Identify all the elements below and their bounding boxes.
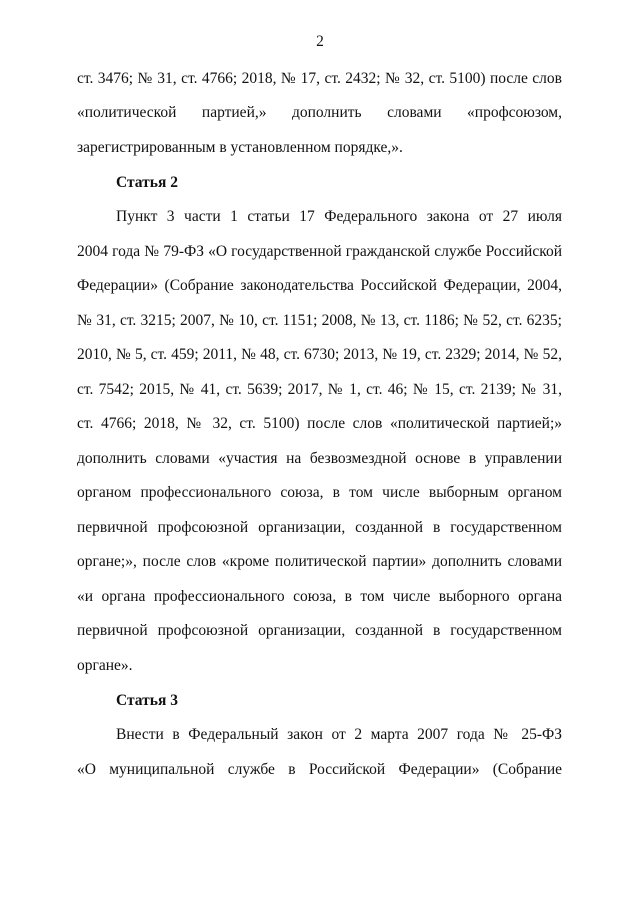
text-line: первичной профсоюзной организации, созданной в государственном bbox=[77, 519, 562, 536]
text-line: 2004 года № 79-ФЗ «О государственной гражданской службе Российской bbox=[77, 243, 562, 260]
text-line: органе;», после слов «кроме политической партии» дополнить словами bbox=[77, 553, 562, 570]
text-line: органом профессионального союза, в том числе выборным органом bbox=[77, 484, 562, 501]
article-3-heading: Статья 3 bbox=[116, 692, 178, 709]
text-line: дополнить словами «участия на безвозмездной основе в управлении bbox=[77, 450, 562, 467]
page-number: 2 bbox=[316, 33, 324, 50]
text-line: «О муниципальной службе в Российской Федерации» (Собрание bbox=[77, 761, 562, 778]
text-line: ст. 7542; 2015, № 41, ст. 5639; 2017, № 1, ст. 46; № 15, ст. 2139; № 31, bbox=[77, 381, 562, 398]
text-line: Федерации» (Собрание законодательства Российской Федерации, 2004, bbox=[77, 277, 562, 294]
text-line: первичной профсоюзной организации, созданной в государственном bbox=[77, 622, 562, 639]
text-line: «и органа профессионального союза, в том числе выборного органа bbox=[77, 588, 562, 605]
text-line: 2010, № 5, ст. 459; 2011, № 48, ст. 6730; 2013, № 19, ст. 2329; 2014, № 52, bbox=[77, 346, 562, 363]
text-line: зарегистрированным в установленном порядке,». bbox=[77, 139, 403, 156]
text-line: № 31, ст. 3215; 2007, № 10, ст. 1151; 2008, № 13, ст. 1186; № 52, ст. 6235; bbox=[77, 312, 562, 329]
text-line: Пункт 3 части 1 статьи 17 Федерального закона от 27 июля bbox=[116, 208, 562, 225]
text-line: Внести в Федеральный закон от 2 марта 2007 года № 25-ФЗ bbox=[116, 726, 562, 743]
text-line: ст. 3476; № 31, ст. 4766; 2018, № 17, ст. 2432; № 32, ст. 5100) после слов bbox=[77, 70, 562, 87]
article-2-heading: Статья 2 bbox=[116, 174, 178, 191]
text-line: «политической партией,» дополнить словами «профсоюзом, bbox=[77, 104, 562, 121]
text-line: ст. 4766; 2018, № 32, ст. 5100) после слов «политической партией;» bbox=[77, 415, 562, 432]
text-line: органе». bbox=[77, 657, 133, 674]
